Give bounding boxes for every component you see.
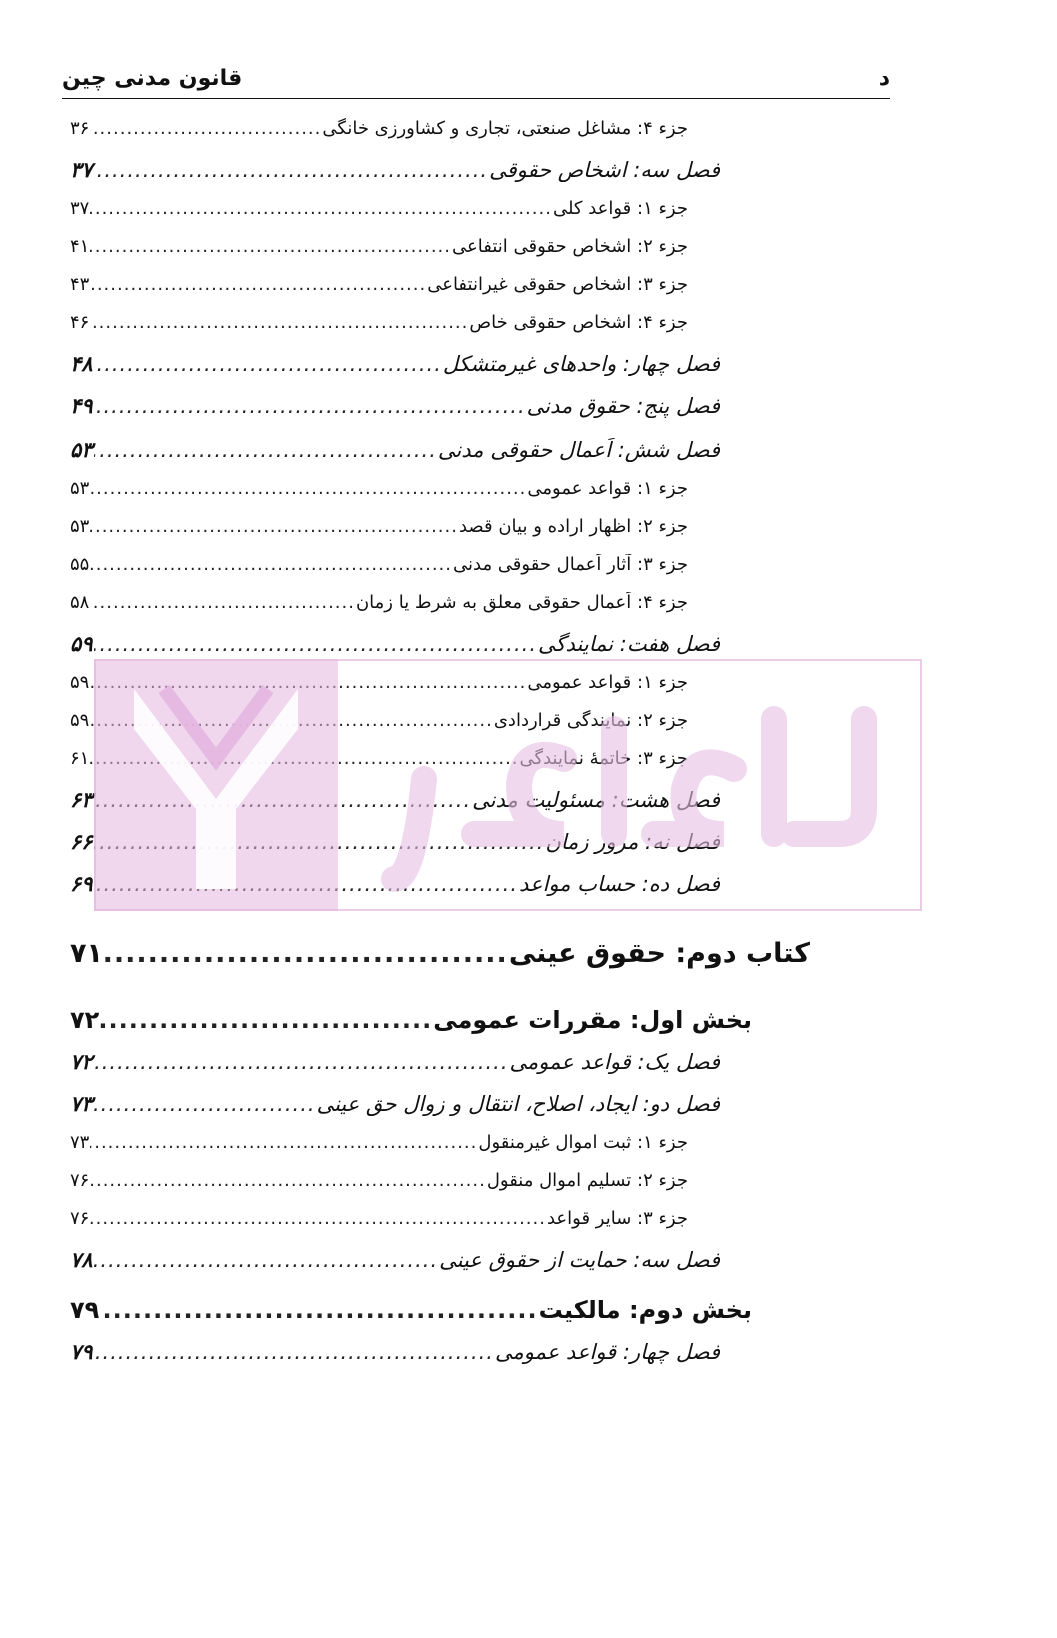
- book-title: قانون مدنی چین: [62, 65, 243, 91]
- dot-leader: [94, 438, 437, 462]
- toc-entry-title: فصل شش: اَعمال حقوقی مدنی: [437, 438, 720, 462]
- toc-entry: [70, 710, 688, 731]
- toc-entry-page: ۳۶: [70, 118, 90, 139]
- toc-entry: [70, 830, 720, 854]
- toc-entry-title: جزء ۳: آثار اَعمال حقوقی مدنی: [452, 554, 688, 575]
- dot-leader: [94, 1340, 494, 1364]
- toc-entry-page: ۵۳: [70, 438, 93, 462]
- toc-entry-page: ۵۵: [70, 554, 90, 575]
- dot-leader: [90, 748, 518, 769]
- dot-leader: [94, 830, 545, 854]
- toc-entry-page: ۷۲: [70, 1006, 100, 1034]
- toc-entry-page: ۴۹: [70, 394, 93, 418]
- toc-entry-page: ۷۶: [70, 1170, 90, 1191]
- toc-entry-page: ۶۱: [70, 748, 90, 769]
- toc-entry: [70, 554, 688, 575]
- dot-leader: [90, 1170, 485, 1191]
- dot-leader: [100, 1006, 432, 1034]
- dot-leader: [90, 118, 321, 139]
- toc-entry: [70, 1296, 752, 1324]
- toc-entry-title: جزء ۴: اَعمال حقوقی معلق به شرط یا زمان: [355, 592, 688, 613]
- toc-entry: [70, 312, 688, 333]
- toc-entry: [70, 1170, 688, 1191]
- dot-leader: [90, 478, 526, 499]
- toc-entry-page: ۷۲: [70, 1050, 93, 1074]
- toc-entry-title: فصل چهار: واحدهای غیرمتشکل: [442, 352, 720, 376]
- toc-entry-page: ۷۳: [70, 1132, 90, 1153]
- toc-entry-title: جزء ۴: مشاغل صنعتی، تجاری و کشاورزی خانگی: [322, 118, 688, 139]
- toc-entry-title: فصل چهار: قواعد عمومی: [494, 1340, 720, 1364]
- toc-entry-page: ۵۸: [70, 592, 90, 613]
- dot-leader: [94, 872, 518, 896]
- dot-leader: [94, 788, 472, 812]
- toc-entry: [70, 236, 688, 257]
- toc-entry: [70, 632, 720, 656]
- toc-entry-page: ۴۶: [70, 312, 90, 333]
- toc-entry-title: بخش اول: مقررات عمومی: [433, 1006, 752, 1034]
- toc-entry: [70, 788, 720, 812]
- dot-leader: [90, 710, 493, 731]
- toc-entry-page: ۴۱: [70, 236, 90, 257]
- dot-leader: [94, 394, 526, 418]
- toc-entry: [70, 872, 720, 896]
- toc-entry-title: فصل یک: قواعد عمومی: [509, 1050, 720, 1074]
- toc-entry-title: جزء ۲: تسلیم اموال منقول: [486, 1170, 688, 1191]
- toc-entry: [70, 198, 688, 219]
- toc-entry-title: فصل نه: مرور زمان: [545, 830, 720, 854]
- toc-entry: [70, 352, 720, 376]
- toc-entry: [70, 1208, 688, 1229]
- toc-entry-page: ۵۹: [70, 672, 90, 693]
- toc-entry-title: فصل هفت: نمایندگی: [538, 632, 720, 656]
- toc-entry-page: ۵۹: [70, 710, 90, 731]
- toc-entry-title: جزء ۱: قواعد عمومی: [527, 478, 688, 499]
- dot-leader: [94, 1248, 439, 1272]
- toc-entry-page: ۷۸: [70, 1248, 93, 1272]
- toc-entry: [70, 158, 720, 182]
- dot-leader: [90, 516, 458, 537]
- toc-entry-title: فصل پنج: حقوق مدنی: [526, 394, 720, 418]
- dot-leader: [100, 1296, 537, 1324]
- dot-leader: [90, 274, 426, 295]
- toc-entry: [70, 1132, 688, 1153]
- dot-leader: [90, 236, 451, 257]
- dot-leader: [90, 592, 355, 613]
- toc-entry-title: فصل سه: اشخاص حقوقی: [489, 158, 720, 182]
- toc-entry-page: ۵۳: [70, 478, 90, 499]
- dot-leader: [90, 1208, 546, 1229]
- toc-entry-page: ۶۹: [70, 872, 93, 896]
- toc-entry-page: ۵۹: [70, 632, 93, 656]
- toc-entry: [70, 478, 688, 499]
- toc-entry-page: ۷۶: [70, 1208, 90, 1229]
- toc-entry: [70, 394, 720, 418]
- toc-entry: [70, 274, 688, 295]
- toc-entry-page: ۶۶: [70, 830, 93, 854]
- toc-entry-title: فصل سه: حمایت از حقوق عینی: [439, 1248, 720, 1272]
- toc-entry: [70, 438, 720, 462]
- toc-entry-title: فصل هشت: مسئولیت مدنی: [472, 788, 720, 812]
- toc-entry-title: جزء ۲: نمایندگی قراردادی: [493, 710, 688, 731]
- toc-entry-page: ۷۹: [70, 1340, 93, 1364]
- toc-entry-title: جزء ۱: ثبت اموال غیرمنقول: [478, 1132, 688, 1153]
- dot-leader: [90, 672, 526, 693]
- toc-entry-page: ۶۳: [70, 788, 93, 812]
- toc-entry: [70, 516, 688, 537]
- toc-entry: [70, 118, 688, 139]
- toc-entry: [70, 672, 688, 693]
- dot-leader: [104, 938, 508, 969]
- page-letter: د: [878, 65, 890, 91]
- dot-leader: [94, 632, 537, 656]
- toc-entry: [70, 1340, 720, 1364]
- toc-entry: [70, 1092, 720, 1116]
- page-header: [62, 58, 890, 99]
- dot-leader: [90, 312, 468, 333]
- dot-leader: [90, 198, 552, 219]
- toc-entry: [70, 748, 688, 769]
- toc-entry: [70, 592, 688, 613]
- toc-entry-page: ۳۷: [70, 158, 93, 182]
- dot-leader: [94, 352, 442, 376]
- toc-entry-title: جزء ۲: اظهار اراده و بیان قصد: [458, 516, 688, 537]
- toc-entry-title: جزء ۳: سایر قواعد: [546, 1208, 688, 1229]
- dot-leader: [90, 1132, 477, 1153]
- toc-entry-page: ۴۸: [70, 352, 93, 376]
- dot-leader: [94, 1092, 316, 1116]
- toc-entry-page: ۷۳: [70, 1092, 93, 1116]
- toc-entry-page: ۴۳: [70, 274, 90, 295]
- toc-entry-title: جزء ۳: خاتمهٔ نمایندگی: [519, 748, 688, 769]
- dot-leader: [94, 1050, 509, 1074]
- toc-entry: [70, 1006, 752, 1034]
- toc-entry: [70, 1050, 720, 1074]
- toc-entry-title: بخش دوم: مالکیت: [538, 1296, 752, 1324]
- toc-entry-page: ۷۹: [70, 1296, 100, 1324]
- toc-entry-page: ۵۳: [70, 516, 90, 537]
- toc-entry-page: ۷۱: [70, 938, 103, 969]
- toc-entry-title: جزء ۲: اشخاص حقوقی انتفاعی: [451, 236, 688, 257]
- toc-entry: [70, 938, 810, 969]
- toc-entry-page: ۳۷: [70, 198, 90, 219]
- toc-entry-title: جزء ۳: اشخاص حقوقی غیرانتفاعی: [427, 274, 688, 295]
- toc-entry-title: جزء ۴: اشخاص حقوقی خاص: [469, 312, 688, 333]
- toc-entry-title: جزء ۱: قواعد کلی: [552, 198, 688, 219]
- toc-entry-title: کتاب دوم: حقوق عینی: [508, 938, 810, 969]
- toc-entry-title: فصل دو: ایجاد، اصلاح، انتقال و زوال حق عینی: [316, 1092, 720, 1116]
- toc-entry-title: جزء ۱: قواعد عمومی: [527, 672, 688, 693]
- toc-entry-title: فصل ده: حساب مواعد: [519, 872, 720, 896]
- dot-leader: [90, 554, 452, 575]
- toc-entry: [70, 1248, 720, 1272]
- dot-leader: [94, 158, 489, 182]
